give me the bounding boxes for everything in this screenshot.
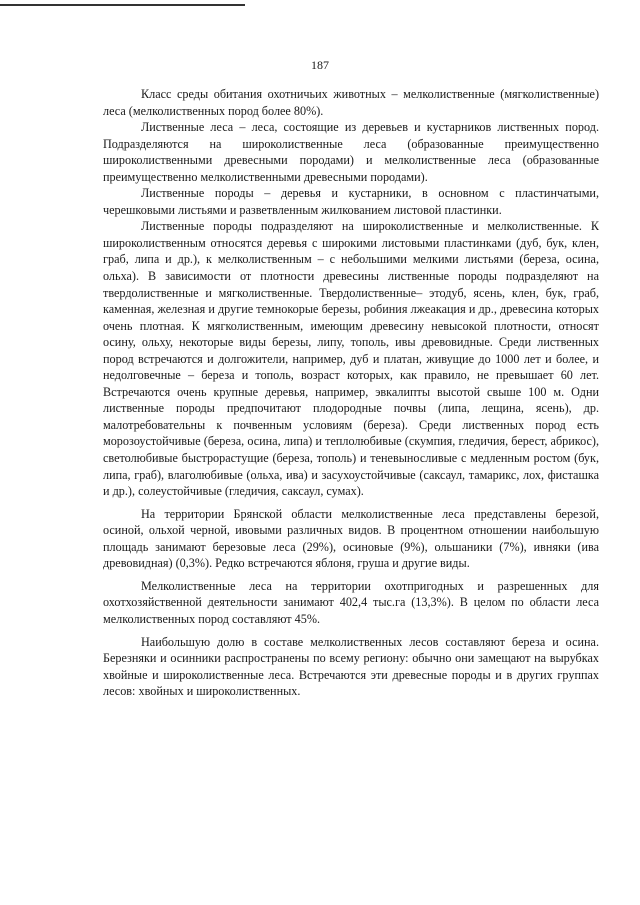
paragraph-bryansk-region: На территории Брянской области мелколиственные леса представлены березой, осиной, ольхой черной, ивовыми различных видов. В процентном отношении наибольшую площадь занимают березовые леса (29%), осиновые (9%), ольшаники (7%), ивняки (ива древовидная) (0,3%). Редко встречаются яблоня, груша и другие виды. xyxy=(103,506,599,571)
page-body xyxy=(103,86,599,700)
paragraph-birch-aspen: Наибольшую долю в составе мелколиственных лесов составляют береза и осина. Березняки и осинники распространены по всему региону: обычно они замещают на вырубках хвойные и широколиственные леса. Встречаются эти древесные породы и в других группах лесов: хвойных и широколиственных. xyxy=(103,634,599,699)
paragraph-species-classification: Лиственные породы подразделяют на широколиственные и мелколиственные. К широколиственным относятся деревья с широкими листовыми пластинками (дуб, бук, клен, граб, липа и др.), к мелколиственным – с небольшими мелкими листьями (береза, осина, ольха). В зависимости от плотности древесины лиственные породы подразделяют на твердолиственные и мягколиственные. Твердолиственные– этодуб, ясень, клен, бук, граб, каменная, железная и другие темнокорые березы, робиния лжеакация и др., древесина которых очень плотная. К мягколиственным, имеющим древесину невысокой плотности, относят осину, ольху, некоторые виды березы, липу, тополь, ивы древовидные. Среди лиственных пород встречаются и долгожители, например, дуб и платан, живущие до 1000 лет и более, и недолговечные – береза и тополь, возраст которых, как правило, не превышает 60 лет. Встречаются очень крупные деревья, например, эвкалипты высотой свыше 100 м. Одни лиственные породы предпочитают плодородные почвы (липа, лещина, ясень), др. малотребовательны к почвенным условиям (береза). Среди лиственных пород есть морозоустойчивые (береза, осина, липа) и теплолюбивые (скумпия, гледичия, берест, абрикос), светолюбивые быстрорастущие (береза, тополь) и теневыносливые с медленным ростом (бук, липа, граб), влаголюбивые (ольха, ива) и засухоустойчивые (саксаул, тамарикс, лох, фисташка и др.), солеустойчивые (гледичия, саксаул, сумах). xyxy=(103,219,599,499)
paragraph-deciduous-species: Лиственные породы – деревья и кустарники, в основном с пластинчатыми, черешковыми листьями и разветвленным жилкованием листовой пластинки. xyxy=(103,186,599,217)
paragraph-hunting-area: Мелколиственные леса на территории охотпригодных и разрешенных для охотхозяйственной деятельности занимают 402,4 тыс.га (13,3%). В целом по области леса мелколиственных пород составляют 45%. xyxy=(103,578,599,626)
top-rule xyxy=(0,4,245,6)
paragraph-deciduous-forests: Лиственные леса – леса, состоящие из деревьев и кустарников лиственных пород. Подразделяются на широколиственные леса (образованные преимущественно широколиственными древесными породами) и мелколиственные леса (образованные преимущественно мелколиственными древесными породами). xyxy=(103,120,599,184)
page-number: 187 xyxy=(311,58,329,72)
paragraph-habitat-class: Класс среды обитания охотничьих животных – мелколиственные (мягколиственные) леса (мелколиственных пород более 80%). xyxy=(103,87,599,118)
